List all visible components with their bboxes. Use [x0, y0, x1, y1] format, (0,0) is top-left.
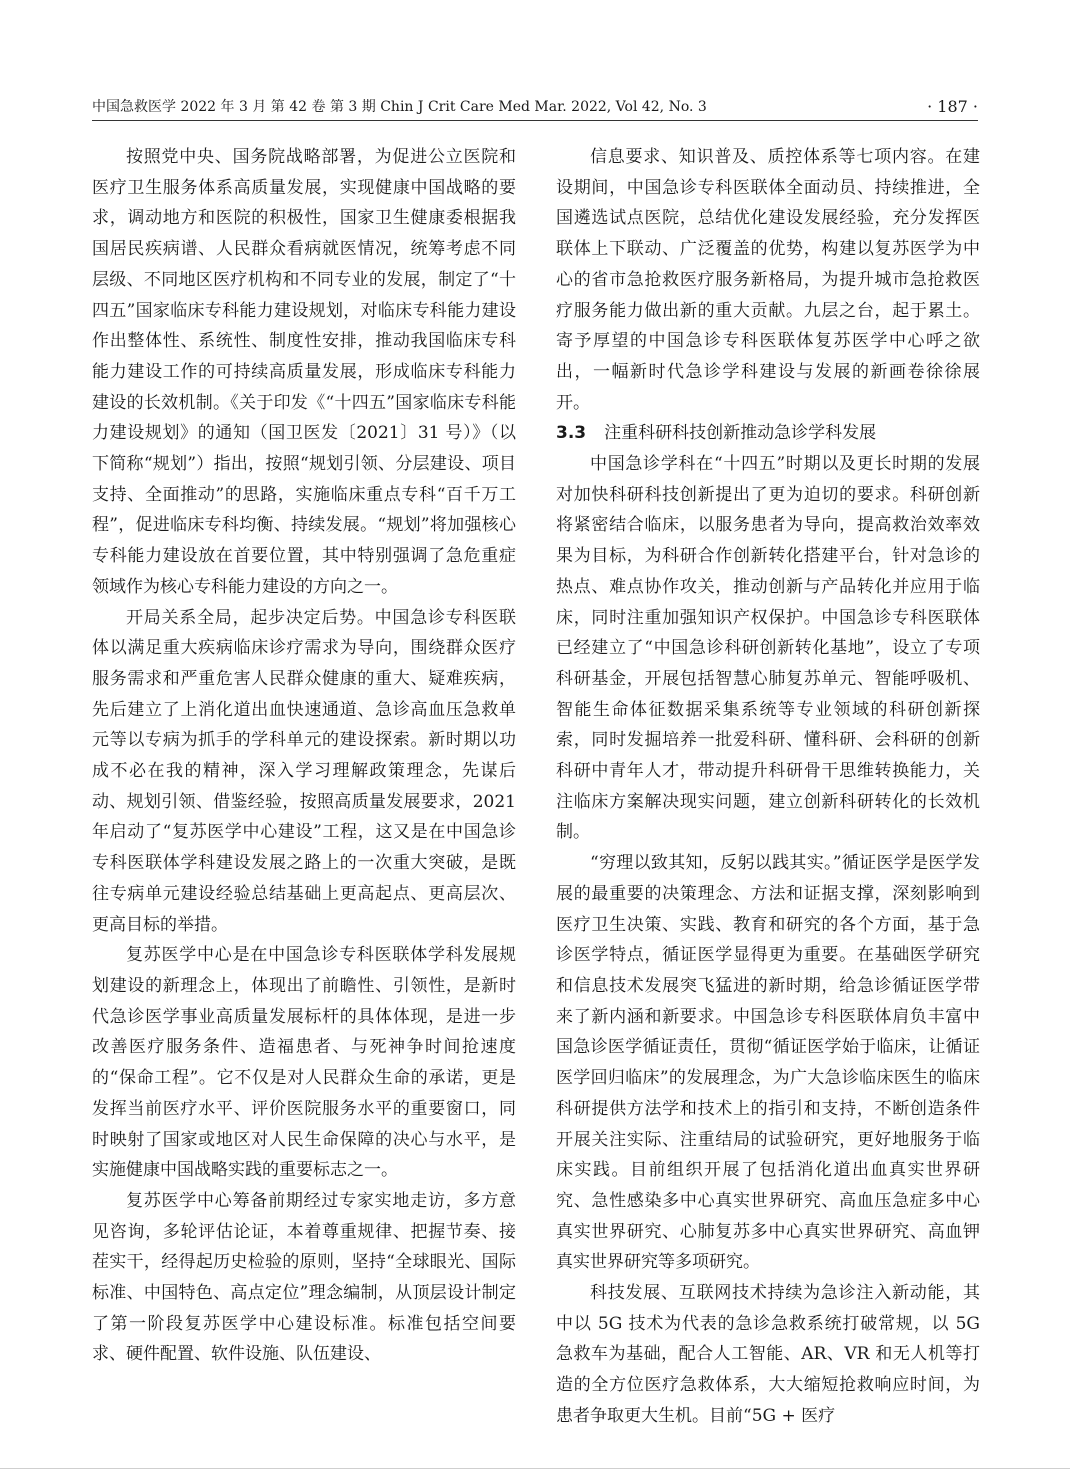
- paragraph: 复苏医学中心筹备前期经过专家实地走访，多方意见咨询，多轮评估论证，本着尊重规律、把握节奏、接茬实干，经得起历史检验的原则，坚持“全球眼光、国际标准、中国特色、高点定位”理念编制，从顶层设计制定了第一阶段复苏医学中心建设标准。标准包括空间要求、硬件配置、软件设施、队伍建设、: [92, 1190, 516, 1365]
- paragraph: 按照党中央、国务院战略部署，为促进公立医院和医疗卫生服务体系高质量发展，实现健康中国战略的要求，调动地方和医院的积极性，国家卫生健康委根据我国居民疾病谱、人民群众看病就医情况，统筹考虑不同层级、不同地区医疗机构和不同专业的发展，制定了“十四五”国家临床专科能力建设规划，对临床专科能力建设作出整体性、系统性、制度性安排，推动我国临床专科能力建设工作的可持续高质量发展，形成临床专科能力建设的长效机制。《关于印发《“十四五”国家临床专科能力建设规划》的通知（国卫医发〔2021〕31 号）》（以下简称“规划”）指出，按照“规划引领、分层建设、项目支持、全面推动”的思路，实施临床重点专科“百千万工程”，促进临床专科均衡、持续发展。“规划”将加强核心专科能力建设放在首要位置，其中特别强调了急危重症领域作为核心专科能力建设的方向之一。: [92, 147, 516, 597]
- paragraph: 中国急诊学科在“十四五”时期以及更长时期的发展对加快科研科技创新提出了更为迫切的要求。科研创新将紧密结合临床，以服务患者为导向，提高救治效率效果为目标，为科研合作创新转化搭建平台，针对急诊的热点、难点协作攻关，推动创新与产品转化并应用于临床，同时注重加强知识产权保护。中国急诊专科医联体已经建立了“中国急诊科研创新转化基地”，设立了专项科研基金，开展包括智慧心肺复苏单元、智能呼吸机、智能生命体征数据采集系统等专业领域的科研创新探索，同时发掘培养一批爱科研、懂科研、会科研的创新科研中青年人才，带动提升科研骨干思维转换能力，关注临床方案解决现实问题，建立创新科研转化的长效机制。: [556, 454, 980, 843]
- paragraph: 开局关系全局，起步决定后势。中国急诊专科医联体以满足重大疾病临床诊疗需求为导向，围绕群众医疗服务需求和严重危害人民群众健康的重大、疑难疾病，先后建立了上消化道出血快速通道、急诊高血压急救单元等以专病为抓手的学科单元的建设探索。新时期以功成不必在我的精神，深入学习理解政策理念，先谋后动、规划引领、借鉴经验，按照高质量发展要求，2021 年启动了“复苏医学中心建设”工程，这又是在中国急诊专科医联体学科建设发展之路上的一次重大突破，是既往专病单元建设经验总结基础上更高起点、更高层次、更高目标的举措。: [92, 607, 516, 935]
- paragraph: “穷理以致其知，反躬以践其实。”循证医学是医学发展的最重要的决策理念、方法和证据支撑，深刻影响到医疗卫生决策、实践、教育和研究的各个方面，基于急诊医学特点，循证医学显得更为重要。在基础医学研究和信息技术发展突飞猛进的新时期，给急诊循证医学带来了新内涵和新要求。中国急诊专科医联体肩负丰富中国急诊医学循证责任，贯彻“循证医学始于临床，让循证医学回归临床”的发展理念，为广大急诊临床医生的临床科研提供方法学和技术上的指引和支持，不断创造条件开展关注实际、注重结局的试验研究，更好地服务于临床实践。目前组织开展了包括消化道出血真实世界研究、急性感染多中心真实世界研究、高血压急症多中心真实世界研究、心肺复苏多中心真实世界研究、高血钾真实世界研究等多项研究。: [556, 853, 980, 1273]
- running-header: [92, 96, 978, 121]
- paragraph: 科技发展、互联网技术持续为急诊注入新动能，其中以 5G 技术为代表的急诊急救系统打破常规，以 5G 急救车为基础，配合人工智能、AR、VR 和无人机等打造的全方位医疗急救体系，大大缩短抢救响应时间，为患者争取更大生机。目前“5G + 医疗: [556, 1283, 980, 1426]
- paragraph: 信息要求、知识普及、质控体系等七项内容。在建设期间，中国急诊专科医联体全面动员、持续推进，全国遴选试点医院，总结优化建设发展经验，充分发挥医联体上下联动、广泛覆盖的优势，构建以复苏医学为中心的省市急抢救医疗服务新格局，为提升城市急抢救医疗服务能力做出新的重大贡献。九层之台，起于累土。寄予厚望的中国急诊专科医联体复苏医学中心呼之欲出，一幅新时代急诊学科建设与发展的新画卷徐徐展开。: [556, 147, 980, 413]
- section-number: 3.3: [556, 423, 587, 444]
- section-title: 注重科研科技创新推动急诊学科发展: [604, 423, 877, 444]
- right-column: [556, 142, 980, 1432]
- paragraph: 复苏医学中心是在中国急诊专科医联体学科发展规划建设的新理念上，体现出了前瞻性、引领性，是新时代急诊医学事业高质量发展标杆的具体体现，是进一步改善医疗服务条件、造福患者、与死神争时间抢速度的“保命工程”。它不仅是对人民群众生命的承诺，更是发挥当前医疗水平、评价医院服务水平的重要窗口，同时映射了国家或地区对人民生命保障的决心与水平，是实施健康中国战略实践的重要标志之一。: [92, 945, 516, 1181]
- page-number: · 187 ·: [927, 97, 978, 116]
- left-column: [92, 142, 516, 1370]
- journal-citation: 中国急救医学 2022 年 3 月 第 42 卷 第 3 期 Chin J Crit Care Med Mar. 2022, Vol 42, No. 3: [92, 99, 707, 115]
- page-bottom-edge: [0, 1468, 1070, 1469]
- section-heading: [556, 418, 980, 449]
